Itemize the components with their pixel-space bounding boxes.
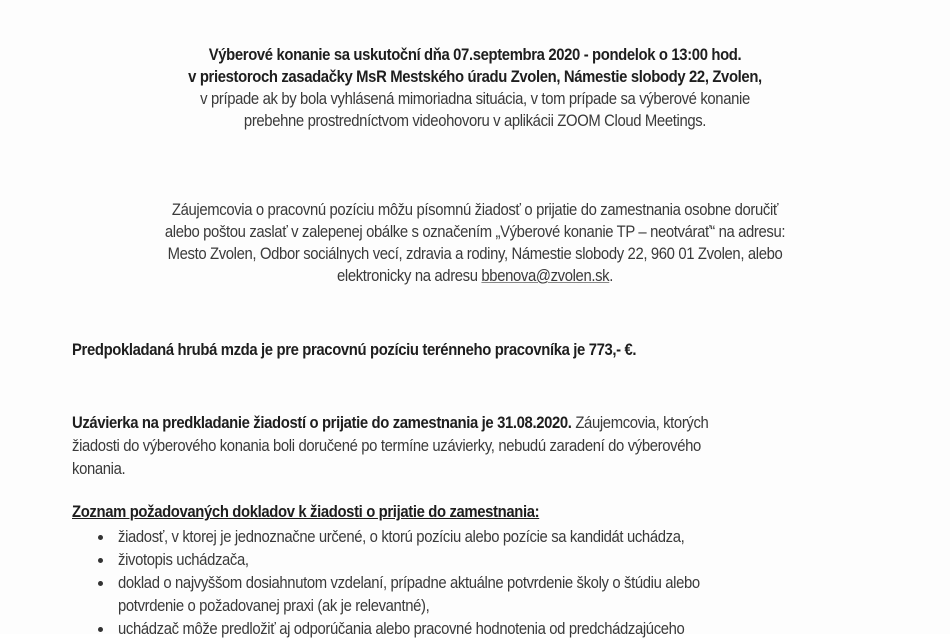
deadline-line-2: žiadosti do výberového konania boli doručené po termíne uzávierky, nebudú zaradení do výberového <box>72 437 701 455</box>
email-link[interactable]: bbenova@zvolen.sk <box>481 267 610 285</box>
email-suffix: . <box>609 267 614 285</box>
deadline-line-1 <box>72 412 846 435</box>
application-info-line-1: Záujemcovia o pracovnú pozíciu môžu písomnú žiadosť o prijatie do zamestnania osobne doručiť <box>171 201 779 219</box>
announcement-line-2: v priestoroch zasadačky MsR Mestského úradu Zvolen, Námestie slobody 22, Zvolen, <box>188 68 762 86</box>
bullet-icon <box>98 627 103 632</box>
application-info-line-2: alebo poštou zaslať v zalepenej obálke s označením „Výberové konanie TP – neotvárať“ na adresu: <box>164 223 786 241</box>
salary-text: Predpokladaná hrubá mzda je pre pracovnú pozíciu terénneho pracovníka je 773,- €. <box>72 341 637 359</box>
deadline-line-3: konania. <box>72 460 126 478</box>
announcement-line-4: prebehne prostredníctvom videohovoru v aplikácii ZOOM Cloud Meetings. <box>243 112 707 130</box>
list-item: žiadosť, v ktorej je jednoznačne určené, o ktorú pozíciu alebo pozície sa kandidát uchádza, <box>98 526 938 549</box>
bullet-icon <box>98 535 103 540</box>
email-prefix: elektronicky na adresu <box>336 267 482 285</box>
salary-info <box>72 339 932 362</box>
documents-list <box>98 526 938 641</box>
bullet-icon <box>98 581 103 586</box>
list-item: životopis uchádzača, <box>98 549 938 572</box>
bullet-icon <box>98 558 103 563</box>
meeting-announcement <box>0 44 950 132</box>
documents-list-section <box>72 501 932 524</box>
deadline-info <box>72 412 932 481</box>
deadline-normal: Záujemcovia, ktorých <box>571 414 709 432</box>
deadline-bold: Uzávierka na predkladanie žiadostí o prijatie do zamestnania je 31.08.2020. <box>72 414 572 432</box>
application-info-line-3: Mesto Zvolen, Odbor sociálnych vecí, zdravia a rodiny, Námestie slobody 22, 960 01 Zvolen, alebo <box>167 245 783 263</box>
application-info <box>0 199 950 287</box>
announcement-line-1: Výberové konanie sa uskutoční dňa 07.septembra 2020 - pondelok o 13:00 hod. <box>208 46 742 64</box>
announcement-line-3: v prípade ak by bola vyhlásená mimoriadna situácia, v tom prípade sa výberové konanie <box>200 90 750 108</box>
list-item: doklad o najvyššom dosiahnutom vzdelaní, prípadne aktuálne potvrdenie školy o štúdiu alebo potvrdenie o požadovanej praxi (ak je relevantné), <box>98 572 938 618</box>
application-info-line-4 <box>48 265 903 287</box>
documents-list-title: Zoznam požadovaných dokladov k žiadosti o prijatie do zamestnania: <box>72 503 540 521</box>
list-item: uchádzač môže predložiť aj odporúčania alebo pracovné hodnotenia od predchádzajúceho <box>98 618 938 641</box>
